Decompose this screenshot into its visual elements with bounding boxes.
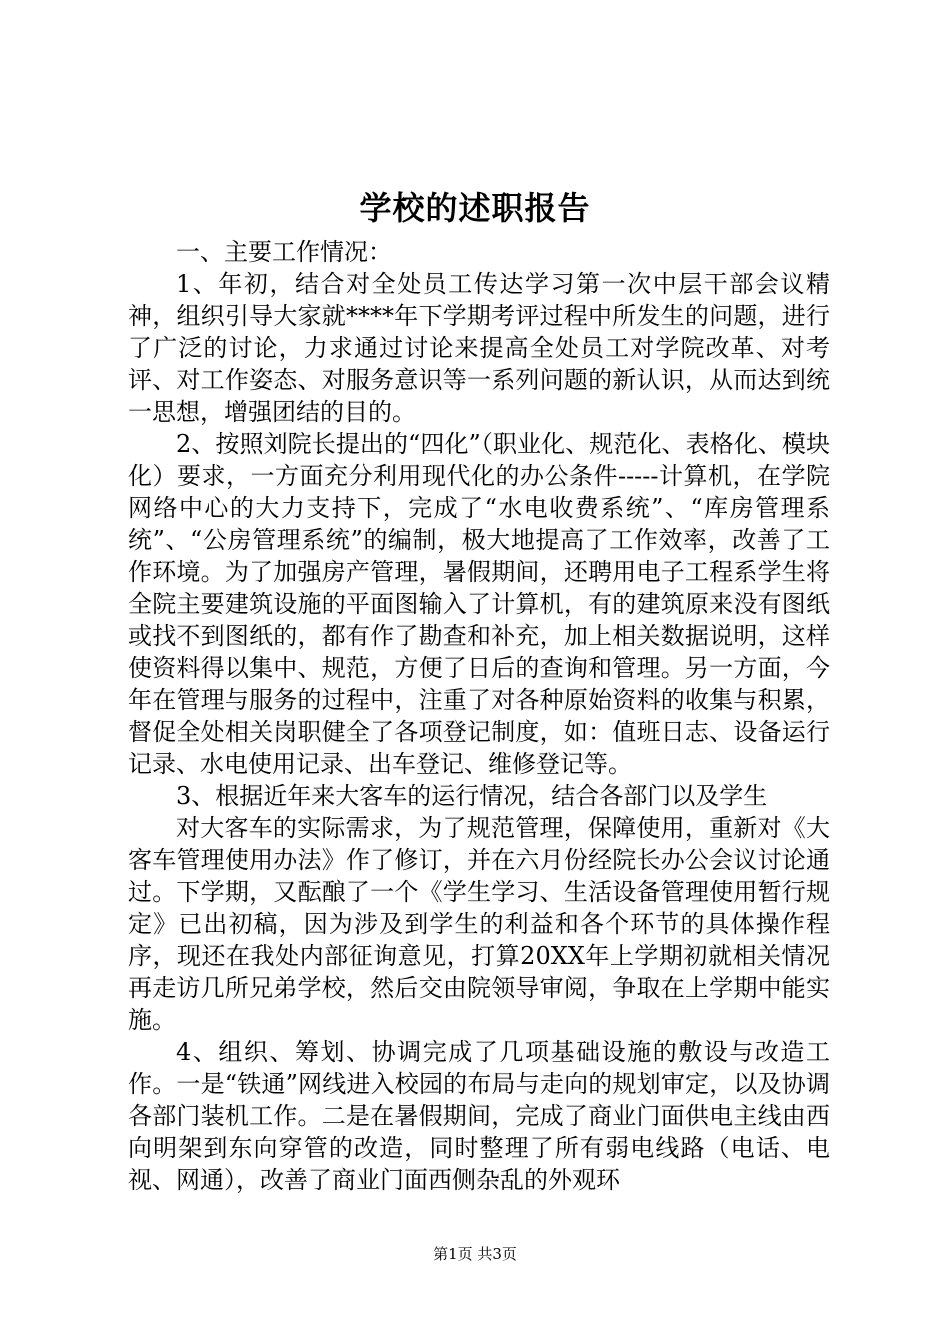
- paragraph-1: 1、年初，结合对全处员工传达学习第一次中层干部会议精神，组织引导大家就****年下学期考评过程中所发生的问题，进行了广泛的讨论，力求通过讨论来提高全处员工对学院改革、对考评、对工作姿态、对服务意识等一系列问题的新认识，从而达到统一思想，增强团结的目的。: [128, 270, 830, 426]
- section-heading: 一、主要工作情况：: [176, 238, 392, 266]
- paragraph-3-continued: 对大客车的实际需求，为了规范管理，保障使用，重新对《大客车管理使用办法》作了修订，并在六月份经院长办公会议讨论通过。下学期，又酝酿了一个《学生学习、生活设备管理使用暂行规定》已出初稿，因为涉及到学生的利益和各个环节的具体操作程序，现还在我处内部征询意见，打算20XX年上学期初就相关情况再走访几所兄弟学校，然后交由院领导审阅，争取在上学期中能实施。: [128, 814, 830, 1034]
- document-title: 学校的述职报告: [359, 189, 591, 227]
- page-number-footer: 第1页 共3页: [433, 1245, 517, 1263]
- paragraph-3-line: 3、根据近年来大客车的运行情况，结合各部门以及学生: [176, 782, 768, 810]
- paragraph-2: 2、按照刘院长提出的“四化”（职业化、规范化、表格化、模块化）要求，一方面充分利用现代化的办公条件-----计算机，在学院网络中心的大力支持下，完成了“水电收费系统”、“库房管理系统”、“公房管理系统”的编制，极大地提高了工作效率，改善了工作环境。为了加强房产管理，暑假期间，还聘用电子工程系学生将全院主要建筑设施的平面图输入了计算机，有的建筑原来没有图纸或找不到图纸的，都有作了勘查和补充，加上相关数据说明，这样使资料得以集中、规范，方便了日后的查询和管理。另一方面，今年在管理与服务的过程中，注重了对各种原始资料的收集与积累，督促全处相关岗职健全了各项登记制度，如：值班日志、设备运行记录、水电使用记录、出车登记、维修登记等。: [128, 430, 830, 778]
- paragraph-4: 4、组织、筹划、协调完成了几项基础设施的敷设与改造工作。一是“铁通”网线进入校园的布局与走向的规划审定，以及协调各部门装机工作。二是在暑假期间，完成了商业门面供电主线由西向明架到东向穿管的改造，同时整理了所有弱电线路（电话、电视、网通），改善了商业门面西侧杂乱的外观环: [128, 1038, 830, 1194]
- document-body: [128, 236, 830, 1196]
